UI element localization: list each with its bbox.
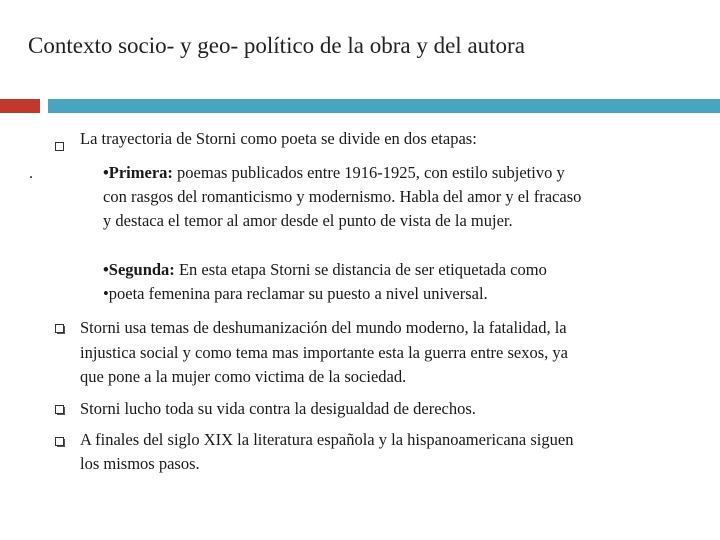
primera-line2: con rasgos del romanticismo y modernismo. Habla del amor y el fracaso — [103, 187, 582, 206]
item3-text: Storni lucho toda su vida contra la desigualdad de derechos. — [80, 399, 476, 418]
item2-line1: Storni usa temas de deshumanización del mundo moderno, la fatalidad, la — [80, 318, 567, 337]
primera-line3: y destaca el temor al amor desde el punto de vista de la mujer. — [103, 211, 513, 230]
item1-text: La trayectoria de Storni como poeta se divide en dos etapas: — [80, 129, 477, 148]
slide-title: Contexto socio- y geo- político de la obra y del autora — [28, 33, 525, 58]
primera-label: •Primera: — [103, 163, 173, 182]
segunda-text: En esta etapa Storni se distancia de ser etiquetada como — [174, 260, 547, 279]
segunda-line2: •poeta femenina para reclamar su puesto a nivel universal. — [103, 284, 488, 303]
shadow-square-bullet-icon — [55, 437, 65, 447]
accent-bar-red — [0, 99, 40, 113]
primera-line1 — [103, 161, 565, 186]
stray-dot: . — [29, 165, 33, 182]
segunda-label: •Segunda: — [103, 260, 175, 279]
primera-text: poemas publicados entre 1916-1925, con estilo subjetivo y — [172, 163, 565, 182]
hollow-square-bullet-icon — [55, 142, 64, 151]
item4-line1: A finales del siglo XIX la literatura española y la hispanoamericana siguen — [80, 430, 574, 449]
shadow-square-bullet-icon — [55, 324, 65, 334]
item2-line2: injustica social y como tema mas importante esta la guerra entre sexos, ya — [80, 343, 568, 362]
item4-line2: los mismos pasos. — [80, 454, 200, 473]
shadow-square-bullet-icon — [55, 405, 65, 415]
segunda-line1 — [103, 258, 547, 283]
item2-line3: que pone a la mujer como victima de la sociedad. — [80, 367, 407, 386]
accent-bar-teal — [48, 99, 720, 113]
